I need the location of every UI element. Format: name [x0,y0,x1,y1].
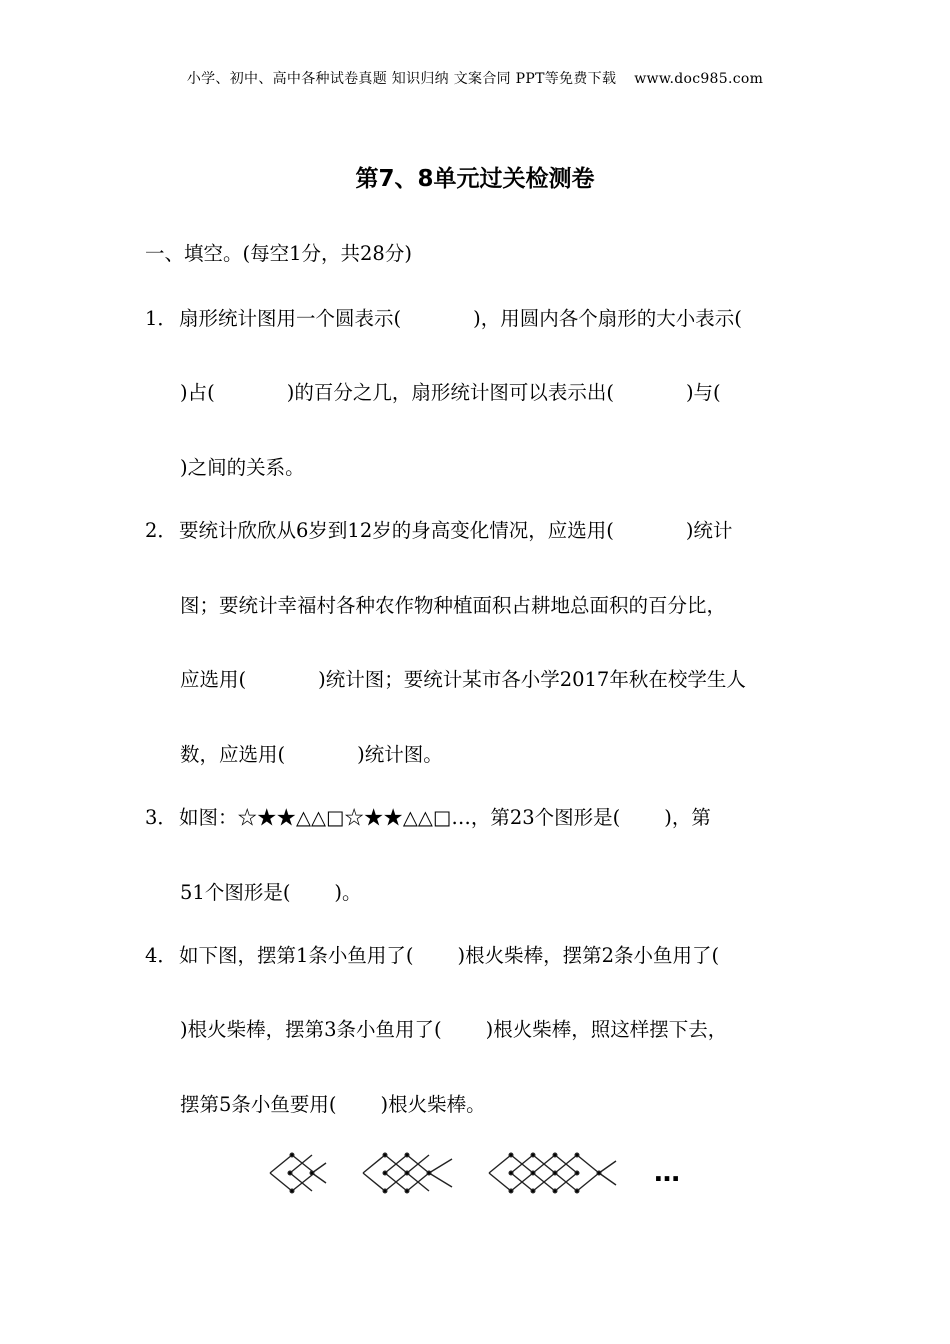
q3-line-1 [145,802,711,830]
q4-line-1 [145,940,719,968]
q2-line-4 [180,739,443,767]
q4-text: )根火柴棒，照这样摆下去， [485,1018,728,1041]
q3-text: 如图：☆★★△△□☆★★△△□…，第23个图形是( [179,806,621,829]
fish-2 [363,1153,452,1193]
q2-number: 2． [145,519,177,542]
q1-text: )与( [685,381,721,404]
q4-line-2 [180,1014,727,1042]
q3-text: )。 [334,881,362,904]
section-heading: 一、填空。(每空1分，共28分) [145,242,412,265]
q2-line-3 [180,664,746,692]
q3-line-2 [180,877,362,905]
matchstick-fish-figure [0,1145,950,1205]
q4-number: 4． [145,944,177,967]
q1-line-3: )之间的关系。 [180,456,305,479]
q4-line-3 [180,1089,486,1117]
q1-line-2 [180,377,721,405]
q2-text: )统计图。 [357,743,443,766]
q2-text: )统计 [685,519,733,542]
figure-ellipsis: … [654,1158,680,1188]
q1-line-1 [145,303,742,331]
q2-line-1 [145,515,732,543]
q1-text: )占( [180,381,215,404]
q2-text: )统计图；要统计某市各小学2017年秋在校学生人 [318,668,746,691]
q3-text: )，第 [664,806,711,829]
page-title: 第7、8单元过关检测卷 [355,166,595,192]
header-text: 小学、初中、高中各种试卷真题 知识归纳 文案合同 PPT等免费下载 [186,71,617,87]
header-url[interactable]: www.doc985.com [634,71,764,87]
q2-text: 要统计欣欣从6岁到12岁的身高变化情况，应选用( [179,519,614,542]
q4-text: )根火柴棒。 [380,1093,486,1116]
fish-3 [489,1153,616,1193]
q2-text: 数，应选用( [180,743,286,766]
q2-text: 应选用( [180,668,247,691]
q3-text: 51个图形是( [180,881,291,904]
fish-1 [270,1153,326,1193]
q1-text: 扇形统计图用一个圆表示( [179,307,402,330]
q4-text: )根火柴棒，摆第2条小鱼用了( [457,944,720,967]
q1-text: )的百分之几，扇形统计图可以表示出( [286,381,614,404]
q1-text: )，用圆内各个扇形的大小表示( [473,307,742,330]
page-header [0,68,950,88]
q3-number: 3． [145,806,177,829]
q1-number: 1． [145,307,177,330]
q4-text: 摆第5条小鱼要用( [180,1093,337,1116]
q4-text: )根火柴棒，摆第3条小鱼用了( [180,1018,442,1041]
q2-line-2: 图；要统计幸福村各种农作物种植面积占耕地总面积的百分比， [180,594,727,617]
q4-text: 如下图，摆第1条小鱼用了( [179,944,414,967]
